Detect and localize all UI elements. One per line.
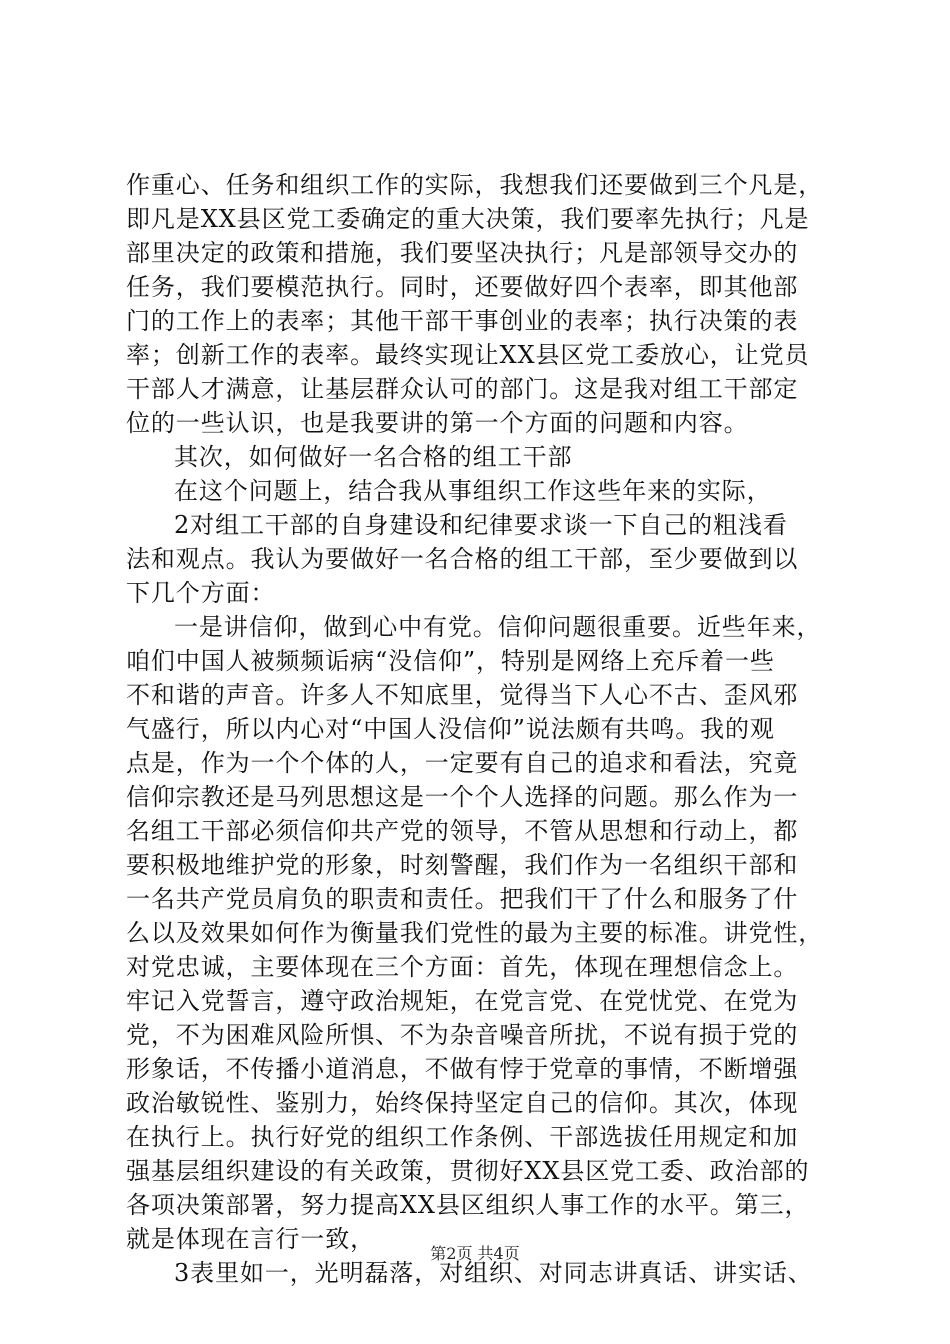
text-line: 即凡是XX县区党工委确定的重大决策，我们要率先执行；凡是	[126, 205, 810, 233]
text-line: 任务，我们要模范执行。同时，还要做好四个表率，即其他部	[126, 273, 799, 301]
text-line: 强基层组织建设的有关政策，贯彻好XX县区党工委、政治部的	[126, 1157, 810, 1185]
text-line: 下几个方面：	[126, 579, 276, 607]
text-line: 3表里如一，光明磊落，对组织、对同志讲真话、讲实话、	[174, 1259, 813, 1287]
text-line: 气盛行，所以内心对“中国人没信仰”说法颇有共鸣。我的观	[126, 715, 775, 743]
text-line: 么以及效果如何作为衡量我们党性的最为主要的标准。讲党性，	[126, 919, 824, 947]
text-line: 2对组工干部的自身建设和纪律要求谈一下自己的粗浅看	[174, 511, 788, 539]
body-text	[126, 168, 851, 1290]
text-line: 就是体现在言行一致，	[126, 1225, 375, 1253]
text-line: 位的一些认识，也是我要讲的第一个方面的问题和内容。	[126, 409, 749, 437]
text-line: 门的工作上的表率；其他干部干事创业的表率；执行决策的表	[126, 307, 799, 335]
text-line: 干部人才满意，让基层群众认可的部门。这是我对组工干部定	[126, 375, 799, 403]
text-line: 在这个问题上，结合我从事组织工作这些年来的实际，	[174, 477, 772, 505]
text-line: 党，不为困难风险所惧、不为杂音噪音所扰，不说有损于党的	[126, 1021, 799, 1049]
page-number: 第2页 共4页	[430, 1244, 520, 1263]
text-line: 咱们中国人被频频诟病“没信仰”，特别是网络上充斥着一些	[126, 647, 775, 675]
text-line: 牢记入党誓言，遵守政治规矩，在党言党、在党忧党、在党为	[126, 987, 799, 1015]
text-line: 一是讲信仰，做到心中有党。信仰问题很重要。近些年来，	[174, 613, 822, 641]
text-line: 对党忠诚，主要体现在三个方面：首先，体现在理想信念上。	[126, 953, 799, 981]
text-line: 形象话，不传播小道消息，不做有悖于党章的事情，不断增强	[126, 1055, 799, 1083]
text-line: 政治敏锐性、鉴别力，始终保持坚定自己的信仰。其次，体现	[126, 1089, 799, 1117]
text-line: 在执行上。执行好党的组织工作条例、干部选拔任用规定和加	[126, 1123, 799, 1151]
text-line: 法和观点。我认为要做好一名合格的组工干部，至少要做到以	[126, 545, 799, 573]
text-line: 一名共产党员肩负的职责和责任。把我们干了什么和服务了什	[126, 885, 799, 913]
page-footer	[0, 1243, 950, 1265]
text-line: 作重心、任务和组织工作的实际，我想我们还要做到三个凡是，	[126, 171, 824, 199]
text-line: 各项决策部署，努力提高XX县区组织人事工作的水平。第三，	[126, 1191, 810, 1219]
text-line: 率；创新工作的表率。最终实现让XX县区党工委放心，让党员	[126, 341, 810, 369]
text-line: 部里决定的政策和措施，我们要坚决执行；凡是部领导交办的	[126, 239, 799, 267]
text-line: 信仰宗教还是马列思想这是一个个人选择的问题。那么作为一	[126, 783, 799, 811]
text-line: 名组工干部必须信仰共产党的领导，不管从思想和行动上，都	[126, 817, 799, 845]
text-line: 点是，作为一个个体的人，一定要有自己的追求和看法，究竟	[126, 749, 799, 777]
section-heading: 其次，如何做好一名合格的组工干部	[174, 443, 573, 471]
text-line: 不和谐的声音。许多人不知底里，觉得当下人心不古、歪风邪	[126, 681, 799, 709]
text-line: 要积极地维护党的形象，时刻警醒，我们作为一名组织干部和	[126, 851, 799, 879]
